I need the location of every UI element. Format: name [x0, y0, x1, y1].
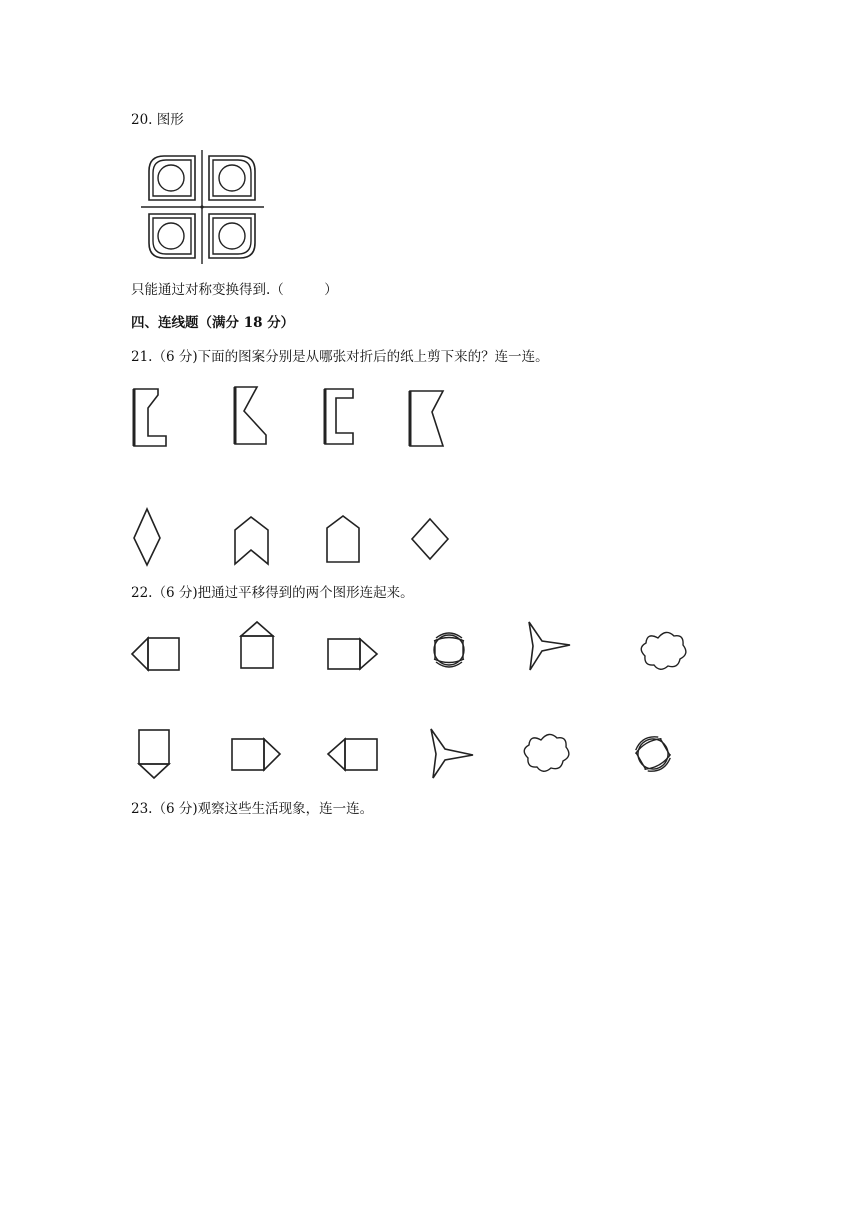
q21-text: 21.（6 分)下面的图案分别是从哪张对折后的纸上剪下来的？连一连。 [131, 349, 549, 365]
folded-shape-1-icon [134, 389, 166, 446]
arrow-up-icon [241, 622, 273, 668]
chevron-pentagon-icon [235, 517, 268, 564]
arrow-left-icon [328, 739, 377, 770]
q23-text: 23.（6 分)观察这些生活现象，连一连。 [131, 801, 374, 817]
arrow-left-icon [132, 638, 179, 670]
star-arrow-icon [529, 622, 570, 670]
symmetry-figure [140, 149, 265, 265]
folded-shape-3-icon [325, 389, 353, 444]
folded-shape-2-icon [235, 387, 266, 444]
q20-statement: 只能通过对称变换得到.（ ） [131, 282, 338, 298]
tall-diamond-icon [134, 509, 160, 565]
star-arrow-icon [431, 729, 473, 778]
arrow-right-icon [328, 639, 377, 669]
q21-top-row [128, 384, 468, 454]
q20-title: 20. 图形 [131, 112, 184, 128]
house-pentagon-icon [327, 516, 359, 562]
section-heading: 四、连线题（满分 18 分） [131, 315, 295, 331]
flower-icon [524, 734, 569, 771]
flower-icon [641, 632, 686, 669]
q22-text: 22.（6 分)把通过平移得到的两个图形连起来。 [131, 585, 414, 601]
q22-bottom-row [128, 724, 688, 784]
arrow-down-icon [139, 730, 169, 778]
circle-rings-icon [434, 633, 464, 667]
arrow-right-icon [232, 739, 280, 770]
q22-top-row [128, 618, 688, 678]
q21-bottom-row [128, 505, 468, 570]
circle-rings-tilted-icon [632, 732, 675, 776]
folded-shape-4-icon [410, 391, 443, 446]
diamond-icon [412, 519, 448, 559]
